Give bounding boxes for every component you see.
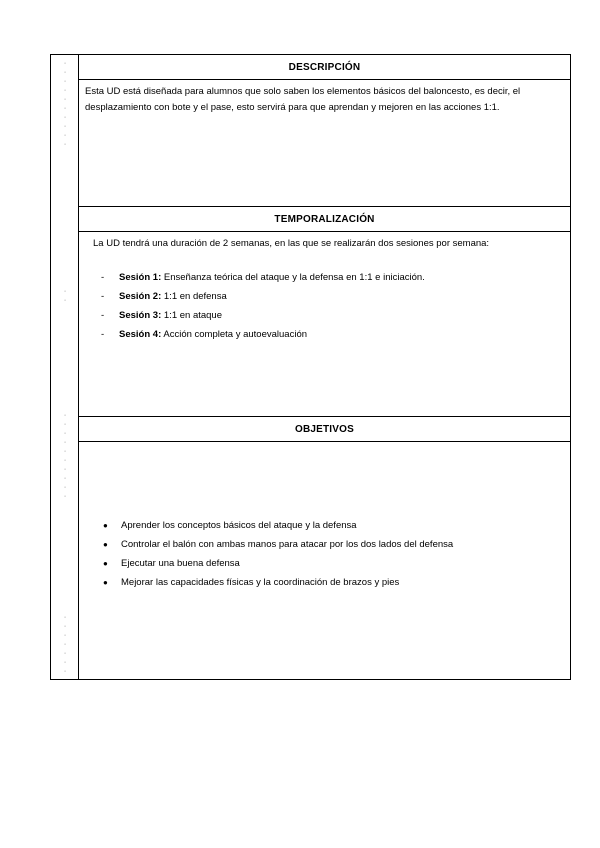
section-temporalizacion — [79, 206, 570, 417]
session-text: 1:1 en ataque — [163, 310, 222, 321]
session-label: Sesión 3: — [119, 310, 162, 321]
margin-marks: · · · · · · · · · · — [63, 412, 67, 500]
margin-marks: · · · · · · · · · · — [63, 60, 67, 148]
list-item: ● Controlar el balón con ambas manos para atacar por los dos lados del defensa — [103, 535, 570, 554]
session-text: Acción completa y autoevaluación — [163, 329, 308, 340]
section-title: DESCRIPCIÓN — [79, 55, 570, 80]
margin-marks: · · · · · · · — [63, 614, 67, 675]
document-table — [50, 54, 571, 680]
list-item — [101, 268, 570, 287]
section-title: OBJETIVOS — [79, 417, 570, 442]
margin-marks: · · — [63, 288, 67, 304]
session-text: 1:1 en defensa — [163, 291, 227, 302]
list-item: ● Mejorar las capacidades físicas y la coordinación de brazos y pies — [103, 573, 570, 592]
list-item — [101, 306, 570, 325]
list-item: ● Ejecutar una buena defensa — [103, 554, 570, 573]
session-label: Sesión 4: — [119, 329, 162, 340]
session-label: Sesión 1: — [119, 272, 162, 283]
list-item — [101, 325, 570, 344]
list-item: ● Aprender los conceptos básicos del ataque y la defensa — [103, 516, 570, 535]
section-objetivos — [79, 416, 570, 681]
objectives-list — [79, 516, 570, 592]
sessions-list — [79, 268, 570, 344]
temporalizacion-intro: La UD tendrá una duración de 2 semanas, en las que se realizarán dos sesiones por semana: — [93, 238, 490, 249]
session-text: Enseñanza teórica del ataque y la defensa en 1:1 e iniciación. — [163, 272, 425, 283]
description-text: Esta UD está diseñada para alumnos que solo saben los elementos básicos del baloncesto, es decir, el desplazamiento con bote y el pase, esto servirá para que aprendan y mejoren en las acciones 1:1. — [85, 86, 521, 113]
session-label: Sesión 2: — [119, 291, 162, 302]
left-margin-column — [51, 55, 79, 679]
section-title: TEMPORALIZACIÓN — [79, 207, 570, 232]
section-descripcion — [79, 55, 570, 206]
list-item — [101, 287, 570, 306]
